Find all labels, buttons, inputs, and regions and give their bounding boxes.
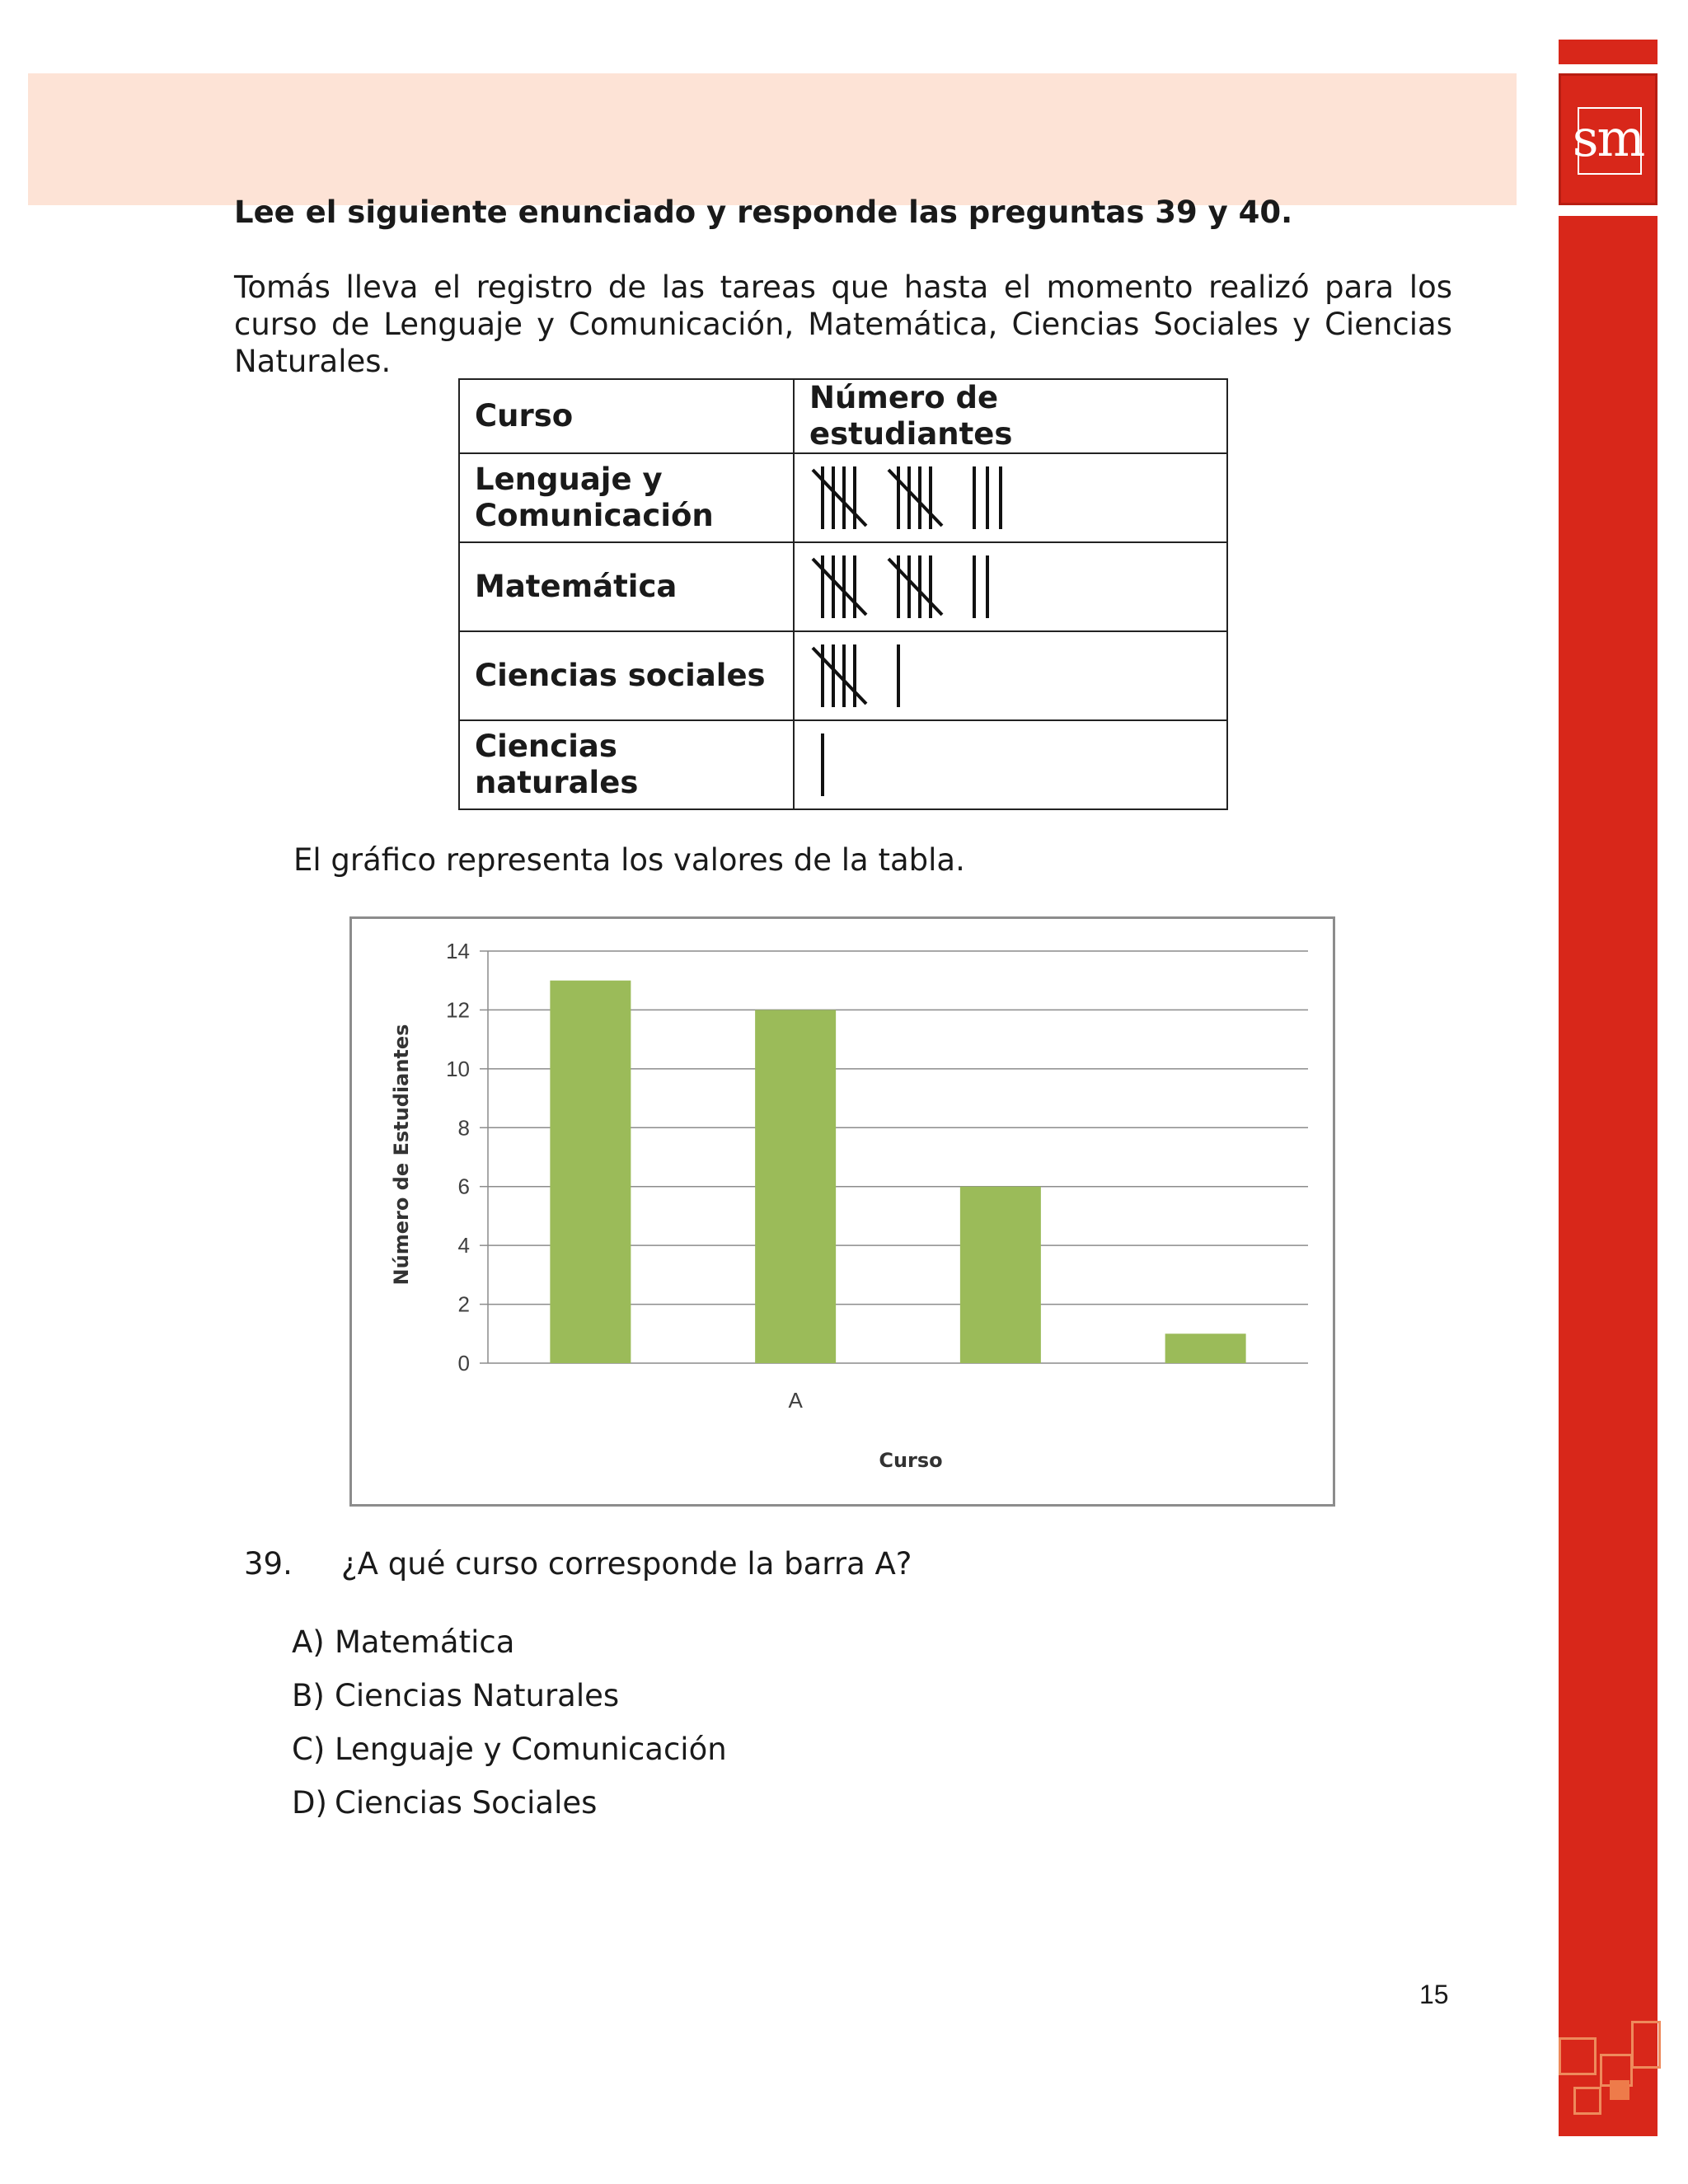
- tally-strike: [813, 470, 866, 526]
- course-cell: [459, 631, 794, 720]
- publisher-logo: [1559, 73, 1658, 205]
- tally-cell: [794, 542, 1227, 631]
- y-tick-label: 14: [446, 939, 470, 963]
- option-letter: A): [292, 1624, 325, 1660]
- y-tick-label: 6: [457, 1174, 470, 1199]
- course-name: Matemática: [475, 569, 678, 604]
- option-c[interactable]: [292, 1722, 727, 1776]
- intro-paragraph: Tomás lleva el registro de las tareas que hasta el momento realizó para los curso de Lenguaje y Comunicación, Matemática, Ciencias Sociales y Ciencias Naturales.: [234, 269, 1452, 379]
- answer-options: [292, 1615, 727, 1830]
- tally-marks: [804, 724, 1217, 806]
- y-tick-label: 8: [457, 1115, 470, 1141]
- option-d[interactable]: [292, 1776, 727, 1830]
- side-accent-top: [1559, 40, 1658, 64]
- header-students: Número de estudiantes: [794, 379, 1227, 453]
- tally-strike: [889, 559, 942, 615]
- bar: [1165, 1333, 1246, 1363]
- course-cell: [459, 542, 794, 631]
- bar: [550, 981, 631, 1363]
- question-text: ¿A qué curso corresponde la barra A?: [341, 1546, 912, 1582]
- chart-svg: [352, 919, 1333, 1504]
- table-row: [459, 720, 1227, 809]
- logo-text: sm: [1572, 108, 1644, 168]
- y-tick-label: 12: [446, 997, 470, 1023]
- course-cell: [459, 453, 794, 542]
- y-tick-label: 2: [457, 1291, 470, 1317]
- option-text: Matemática: [335, 1624, 515, 1660]
- option-b[interactable]: [292, 1669, 727, 1722]
- bar: [755, 1010, 836, 1363]
- section-heading: Lee el siguiente enunciado y responde las preguntas 39 y 40.: [234, 194, 1293, 230]
- option-text: Ciencias Naturales: [335, 1678, 620, 1713]
- bar-chart: [349, 916, 1335, 1507]
- header-band: [28, 73, 1517, 205]
- header-course: Curso: [459, 379, 794, 453]
- course-name-line2: Comunicación: [475, 498, 714, 533]
- decor-square: [1610, 2080, 1629, 2100]
- decor-square: [1631, 2021, 1661, 2069]
- option-letter: C): [292, 1732, 326, 1767]
- bar: [960, 1187, 1041, 1363]
- tally-strike: [813, 648, 866, 704]
- tally-marks: [804, 457, 1217, 539]
- tally-cell: [794, 453, 1227, 542]
- tally-strike: [889, 470, 942, 526]
- y-tick-label: 4: [457, 1233, 470, 1258]
- tally-marks: [804, 635, 1217, 717]
- option-text: Ciencias Sociales: [335, 1785, 598, 1821]
- x-tick-label: A: [788, 1388, 803, 1413]
- table-row: [459, 631, 1227, 720]
- tally-cell: [794, 720, 1227, 809]
- course-name: Ciencias naturales: [475, 729, 639, 800]
- y-tick-label: 0: [457, 1351, 470, 1376]
- decor-square: [1559, 2037, 1597, 2075]
- tally-cell: [794, 631, 1227, 720]
- table-header-row: [459, 379, 1227, 453]
- tally-strike: [813, 559, 866, 615]
- option-letter: D): [292, 1785, 327, 1821]
- y-axis-label: Número de Estudiantes: [390, 1024, 413, 1286]
- option-text: Lenguaje y Comunicación: [335, 1732, 727, 1767]
- course-name: Ciencias sociales: [475, 658, 766, 693]
- course-name: Lenguaje y: [475, 462, 663, 497]
- chart-caption: El gráfico representa los valores de la tabla.: [293, 842, 965, 878]
- page-number: 15: [1419, 1980, 1449, 2009]
- tally-marks: [804, 546, 1217, 628]
- option-a[interactable]: [292, 1615, 727, 1669]
- decor-square: [1573, 2087, 1601, 2115]
- tally-table: [458, 378, 1228, 810]
- table-row: [459, 542, 1227, 631]
- side-red-strip: [1559, 216, 1658, 2136]
- course-cell: [459, 720, 794, 809]
- question-number: 39.: [244, 1546, 293, 1582]
- table-row: [459, 453, 1227, 542]
- option-letter: B): [292, 1678, 325, 1713]
- y-tick-label: 10: [446, 1056, 470, 1081]
- x-axis-label: Curso: [879, 1449, 943, 1472]
- question-39: [244, 1546, 912, 1582]
